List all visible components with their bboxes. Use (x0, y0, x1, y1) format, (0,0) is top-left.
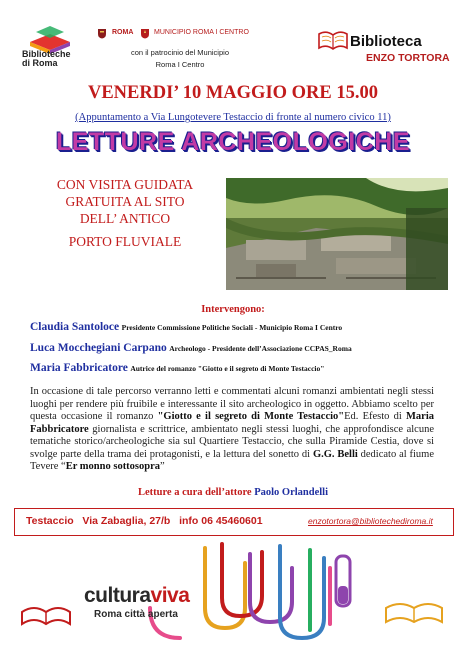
speaker-name: Maria Fabbricatore (30, 362, 128, 374)
municipio-label: MUNICIPIO ROMA I CENTRO (154, 29, 249, 36)
speaker-entry (30, 321, 342, 333)
speaker-name: Luca Mocchegiani Carpano (30, 342, 167, 354)
patronage-text (100, 47, 260, 71)
appointment-location: (Appuntamento a Via Lungotevere Testaccio di fronte al numero civico 11) (75, 112, 391, 123)
patronage-line-1: con il patrocinio del Municipio (131, 48, 229, 57)
test-tube-icon (336, 556, 350, 606)
speaker-role: Autrice del romanzo "Giotto e il segreto di Monte Testaccio" (130, 364, 325, 373)
visit-line: CON VISITA GUIDATA (56, 177, 194, 192)
cultura-viva-artwork (0, 538, 466, 658)
event-title: LETTURE ARCHEOLOGICHE (55, 128, 411, 156)
visit-line: PORTO FLUVIALE (68, 234, 182, 249)
cultura-viva-logo: culturaviva (84, 584, 190, 607)
municipio-crest-icon (140, 28, 150, 39)
book-title: "Giotto e il segreto di Monte Testaccio" (157, 411, 345, 422)
roma-crest-icon (97, 28, 107, 39)
poet-name: G.G. Belli (312, 448, 358, 460)
speakers-label: Intervengono: (201, 304, 265, 315)
event-description: In occasione di tale percorso verranno letti e commentati alcuni romanzi ambientati negli stessi luoghi per rendere più fruibile e interessante il sito archeologico in oggetto. Abbiamo scelto per questa occasione il romanzo "Giotto e il segreto di Monte Testaccio"Ed. Efesto di Maria Fabbricatore giornalista e scrittrice, ambientato negli stessi luoghi, che approfondisce alcune tematiche storico/archeologiche sia sul Quartiere Testaccio, che sulla Piramide Cestia, dove si svolge parte della trama dei protagonisti, e la lettura del sonetto di G.G. Belli dedicato al fiume Tevere “Er monno sottosopra” (30, 386, 434, 472)
left-book-icon (22, 608, 70, 624)
author-name: Maria Fabbricatore (30, 411, 434, 435)
biblioteche-di-roma-label: Biblioteche di Roma (22, 49, 71, 68)
open-book-icon (316, 28, 350, 52)
speaker-role: Presidente Commissione Politiche Sociali - Municipio Roma I Centro (121, 323, 343, 332)
speaker-role: Archeologo - Presidente dell’Associazione CCPAS_Roma (169, 344, 352, 353)
speaker-entry (30, 342, 352, 354)
speaker-name: Claudia Santoloce (30, 321, 120, 333)
guided-visit-text (30, 176, 220, 250)
library-title: Biblioteca (350, 33, 422, 50)
visit-line: DELL’ ANTICO (79, 211, 171, 226)
readings-label: Letture a cura dell’attore (137, 487, 255, 498)
event-date-time: VENERDI’ 10 MAGGIO ORE 15.00 (87, 83, 378, 103)
contact-email-link[interactable]: enzotortora@bibliotechediroma.it (308, 516, 433, 526)
visit-line: GRATUITA AL SITO (65, 194, 185, 209)
cultura-viva-subtitle: Roma città aperta (94, 609, 178, 620)
archaeological-site-photo (226, 178, 448, 290)
speaker-entry (30, 362, 324, 374)
roma-label: ROMA (112, 29, 134, 36)
patronage-line-2: Roma I Centro (155, 60, 205, 69)
readings-credit (0, 487, 466, 498)
right-book-icon (386, 604, 442, 622)
sonnet-title: Er monno sottosopra (65, 461, 161, 472)
library-name: ENZO TORTORA (366, 52, 450, 64)
actor-name: Paolo Orlandelli (254, 487, 329, 498)
contact-address-phone: Testaccio Via Zabaglia, 27/b info 06 45460601 (26, 515, 263, 527)
